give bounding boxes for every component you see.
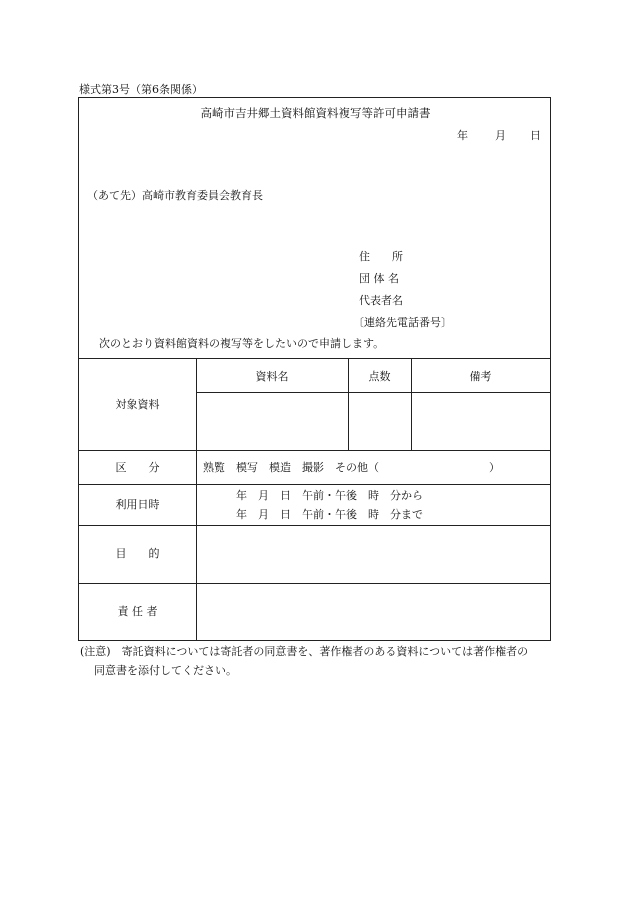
- form-number: 様式第3号（第6条関係）: [79, 83, 203, 96]
- col-header-name: 資料名: [255, 370, 289, 383]
- addressee: （あて先）高崎市教育委員会教育長: [87, 189, 263, 202]
- category-options: 熟覧 模写 模造 撮影 その他（ ）: [203, 461, 500, 474]
- category-row-line: [79, 484, 550, 485]
- date-day: 日: [530, 129, 541, 142]
- datetime-from: 年 月 日 午前・午後 時 分から: [236, 489, 423, 502]
- responsible-person-label: 責 任 者: [117, 605, 158, 618]
- datetime-to: 年 月 日 午前・午後 時 分まで: [236, 508, 423, 521]
- applicant-address-label: 住 所: [359, 250, 403, 263]
- header-row-line: [196, 392, 550, 393]
- target-row-line: [79, 450, 550, 451]
- application-form: [78, 97, 551, 641]
- col-header-count: 点数: [368, 370, 391, 383]
- application-statement: 次のとおり資料館資料の複写等をしたいので申請します。: [99, 337, 385, 350]
- table-top-line: [79, 358, 550, 359]
- form-title: 高崎市吉井郷土資料館資料複写等許可申請書: [200, 106, 431, 120]
- col-header-remarks: 備考: [469, 370, 492, 383]
- date-year: 年: [457, 129, 468, 142]
- label-column-line: [196, 358, 197, 641]
- note-line-2: 同意書を添付してください。: [94, 664, 237, 677]
- purpose-label: 目 的: [115, 547, 160, 560]
- datetime-row-line: [79, 525, 550, 526]
- applicant-group-label: 団 体 名: [359, 272, 399, 285]
- target-materials-label: 対象資料: [115, 398, 160, 411]
- date-month: 月: [495, 129, 506, 142]
- applicant-representative-label: 代表者名: [359, 294, 403, 307]
- datetime-label: 利用日時: [115, 498, 160, 511]
- applicant-phone-label: 〔連絡先電話番号〕: [353, 316, 452, 329]
- purpose-row-line: [79, 583, 550, 584]
- note-line-1: (注意) 寄託資料については寄託者の同意書を、著作権者のある資料については著作権者の: [80, 645, 529, 658]
- category-label: 区 分: [115, 461, 160, 474]
